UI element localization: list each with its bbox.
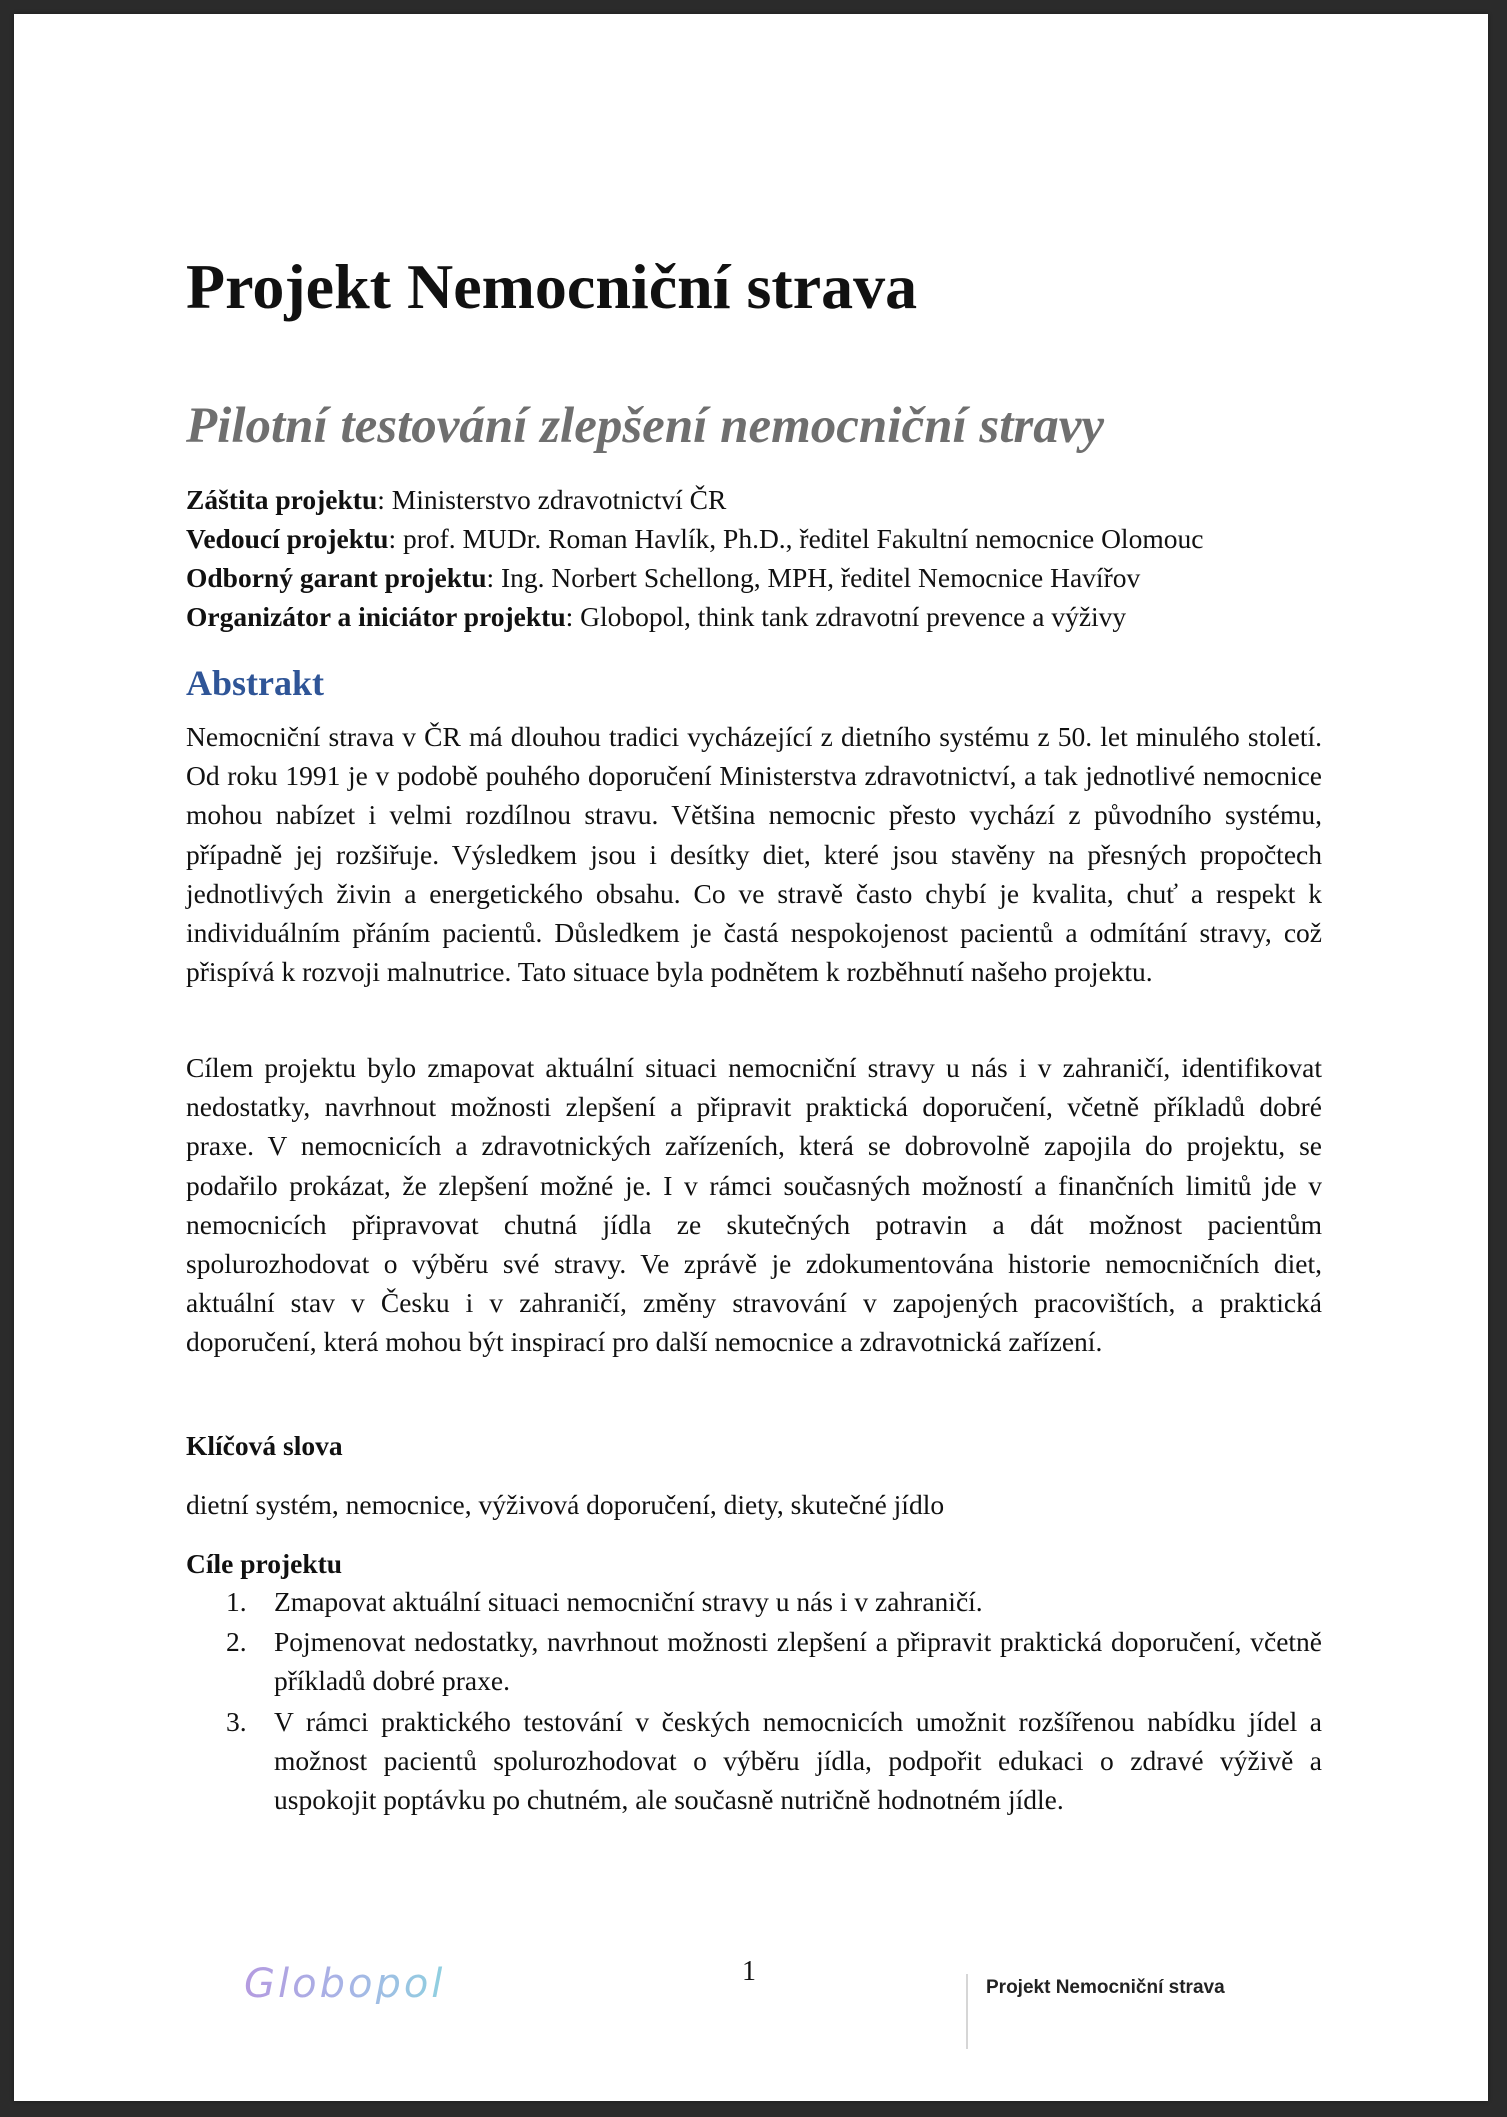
list-item-text: Pojmenovat nedostatky, navrhnout možnosti zlepšení a připravit praktická doporučení, včetně příkladů dobré praxe. — [274, 1626, 1322, 1697]
footer-divider — [966, 1974, 968, 2049]
list-item — [186, 1622, 1322, 1700]
footer-running-title: Projekt Nemocniční strava — [986, 1977, 1225, 1998]
globopol-logo: Globopol — [244, 1961, 446, 2007]
list-item-number: 2. — [226, 1626, 247, 1658]
list-item-number: 3. — [226, 1705, 247, 1737]
meta-label: Záštita projektu — [186, 484, 378, 515]
meta-line-patronage — [186, 480, 1203, 519]
meta-label: Organizátor a iniciátor projektu — [186, 601, 566, 632]
list-item — [186, 1582, 1322, 1621]
list-item-number: 1. — [226, 1586, 247, 1617]
document-page — [14, 14, 1488, 2101]
document-subtitle: Pilotní testování zlepšení nemocniční stravy — [186, 398, 1104, 454]
goals-heading: Cíle projektu — [186, 1548, 343, 1579]
meta-value: : prof. MUDr. Roman Havlík, Ph.D., ředitel Fakultní nemocnice Olomouc — [388, 523, 1204, 554]
meta-label: Vedoucí projektu — [186, 523, 389, 554]
list-item — [186, 1702, 1322, 1820]
meta-label: Odborný garant projektu — [186, 562, 487, 593]
page-number: 1 — [742, 1956, 756, 1987]
keywords-heading: Klíčová slova — [186, 1430, 343, 1461]
meta-line-leader — [186, 519, 1203, 558]
list-item-text: Zmapovat aktuální situaci nemocniční stravy u nás i v zahraničí. — [274, 1586, 983, 1617]
list-item-text: V rámci praktického testování v českých nemocnicích umožnit rozšířenou nabídku jídel a možnost pacientů spolurozhodovat o výběru jídla, podpořit edukaci o zdravé výživě a uspokojit poptávku po chutném, ale současně nutričně hodnotném jídle. — [274, 1705, 1322, 1816]
goals-list — [186, 1582, 1322, 1820]
meta-line-organizer — [186, 597, 1203, 636]
meta-value: : Ministerstvo zdravotnictví ČR — [377, 484, 727, 515]
abstract-paragraph-2: Cílem projektu bylo zmapovat aktuální situaci nemocniční stravy u nás i v zahraničí, identifikovat nedostatky, navrhnout možnosti zlepšení a připravit praktická doporučení, včetně příkladů dobré praxe. V nemocnicích a zdravotnických zařízeních, která se dobrovolně zapojila do projektu, se podařilo prokázat, že zlepšení možné je. I v rámci současných možností a finančních limitů jde v nemocnicích připravovat chutná jídla ze skutečných potravin a dát možnost pacientům spolurozhodovat o výběru své stravy. Ve zprávě je zdokumentována historie nemocničních diet, aktuální stav v Česku i v zahraničí, změny stravování v zapojených pracovištích, a praktická doporučení, která mohou být inspirací pro další nemocnice a zdravotnická zařízení. — [186, 1052, 1322, 1358]
meta-value: : Globopol, think tank zdravotní prevence a výživy — [565, 601, 1127, 632]
meta-line-guarantor — [186, 558, 1203, 597]
document-title: Projekt Nemocniční strava — [186, 251, 918, 322]
abstract-paragraph-1: Nemocniční strava v ČR má dlouhou tradici vycházející z dietního systému z 50. let minulého století. Od roku 1991 je v podobě pouhého doporučení Ministerstva zdravotnictví, a tak jednotlivé nemocnice mohou nabízet i velmi rozdílnou stravu. Většina nemocnic přesto vychází z původního systému, případně jej rozšiřuje. Výsledkem jsou i desítky diet, které jsou stavěny na přesných propočtech jednotlivých živin a energetického obsahu. Co ve stravě často chybí je kvalita, chuť a respekt k individuálním přáním pacientů. Důsledkem je častá nespokojenost pacientů a odmítání stravy, což přispívá k rozvoji malnutrice. Tato situace byla podnětem k rozběhnutí našeho projektu. — [186, 721, 1322, 988]
meta-value: : Ing. Norbert Schellong, MPH, ředitel Nemocnice Havířov — [486, 562, 1141, 593]
project-meta — [186, 480, 1203, 636]
abstract-heading: Abstrakt — [186, 663, 325, 703]
keywords-text: dietní systém, nemocnice, výživová doporučení, diety, skutečné jídlo — [186, 1489, 945, 1520]
